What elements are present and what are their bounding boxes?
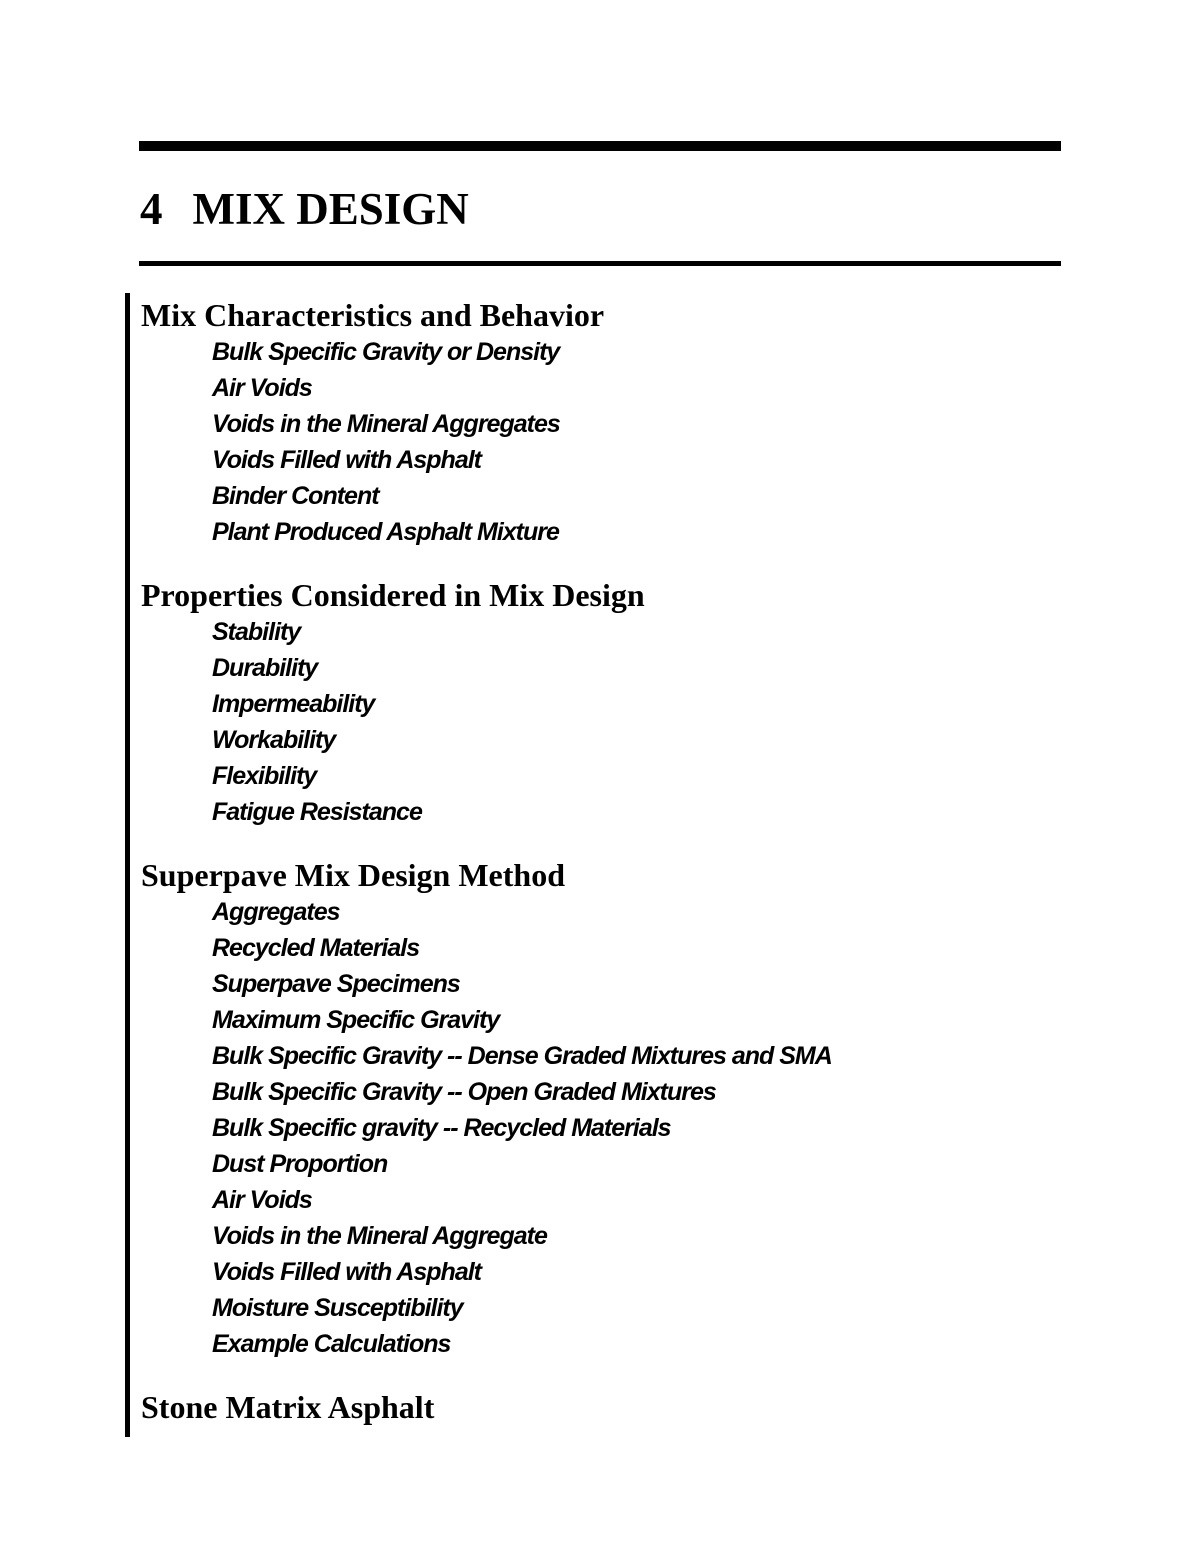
toc-item[interactable]: Bulk Specific Gravity -- Dense Graded Mixtures and SMA [212, 1042, 832, 1070]
section-properties [141, 576, 1121, 830]
toc-item[interactable]: Durability [212, 654, 318, 682]
toc-item[interactable]: Air Voids [212, 374, 312, 402]
toc-item[interactable]: Workability [212, 726, 336, 754]
toc-item[interactable]: Stability [212, 618, 301, 646]
toc-item[interactable]: Superpave Specimens [212, 970, 460, 998]
section-superpave [141, 856, 1121, 1362]
toc-item[interactable]: Dust Proportion [212, 1150, 388, 1178]
toc-item[interactable]: Aggregates [212, 898, 340, 926]
section-title[interactable]: Superpave Mix Design Method [141, 857, 565, 893]
section-title[interactable]: Mix Characteristics and Behavior [141, 297, 605, 333]
bottom-rule [139, 261, 1061, 266]
toc-item[interactable]: Air Voids [212, 1186, 312, 1214]
toc-item[interactable]: Binder Content [212, 482, 379, 510]
top-rule [139, 141, 1061, 151]
section-title[interactable]: Properties Considered in Mix Design [141, 577, 645, 613]
toc-item[interactable]: Maximum Specific Gravity [212, 1006, 500, 1034]
section-items [141, 614, 1121, 830]
toc-item[interactable]: Impermeability [212, 690, 375, 718]
toc-item[interactable]: Moisture Susceptibility [212, 1294, 463, 1322]
toc-item[interactable]: Flexibility [212, 762, 317, 790]
toc-item[interactable]: Bulk Specific Gravity or Density [212, 338, 560, 366]
toc-item[interactable]: Voids Filled with Asphalt [212, 1258, 481, 1286]
toc-item[interactable]: Bulk Specific Gravity -- Open Graded Mixtures [212, 1078, 716, 1106]
toc-item[interactable]: Plant Produced Asphalt Mixture [212, 518, 559, 546]
section-title[interactable]: Stone Matrix Asphalt [141, 1389, 435, 1425]
table-of-contents [141, 296, 1121, 1426]
toc-item[interactable]: Voids Filled with Asphalt [212, 446, 481, 474]
chapter-number: 4 [140, 184, 163, 234]
chapter-title [140, 183, 469, 235]
toc-item[interactable]: Recycled Materials [212, 934, 420, 962]
toc-item[interactable]: Bulk Specific gravity -- Recycled Materials [212, 1114, 671, 1142]
toc-item[interactable]: Example Calculations [212, 1330, 451, 1358]
section-mix-characteristics [141, 296, 1121, 550]
section-items [141, 894, 1121, 1362]
chapter-title-text: MIX DESIGN [192, 184, 469, 234]
toc-item[interactable]: Fatigue Resistance [212, 798, 422, 826]
change-bar [125, 293, 130, 1437]
toc-item[interactable]: Voids in the Mineral Aggregates [212, 410, 560, 438]
section-items [141, 334, 1121, 550]
toc-item[interactable]: Voids in the Mineral Aggregate [212, 1222, 547, 1250]
section-stone-matrix-asphalt [141, 1388, 1121, 1426]
